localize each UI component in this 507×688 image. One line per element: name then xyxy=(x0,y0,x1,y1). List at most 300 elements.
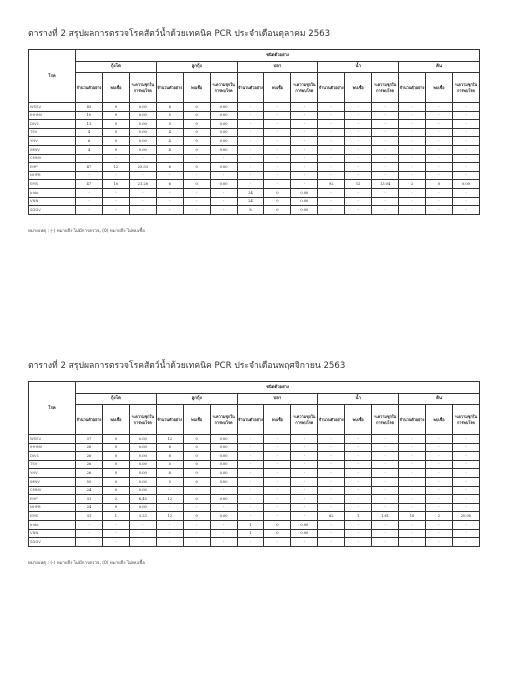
value-cell: - xyxy=(399,435,426,444)
value-cell: - xyxy=(318,145,345,154)
group-header: น้ำ xyxy=(318,62,399,73)
disease-cell: WSSV xyxy=(29,103,76,112)
table-row xyxy=(29,460,480,469)
value-cell: - xyxy=(399,145,426,154)
value-cell: 0 xyxy=(102,486,129,495)
sub-header: พบเชื้อ xyxy=(264,73,291,103)
sub-header: %ความชุกในการพบโรค xyxy=(210,73,237,103)
group-header: น้ำ xyxy=(318,394,399,405)
value-cell: - xyxy=(399,137,426,146)
disease-cell: NHPB xyxy=(29,503,76,512)
value-cell: 6 xyxy=(156,180,183,189)
value-cell: - xyxy=(452,111,479,120)
value-cell: - xyxy=(102,171,129,180)
table-row xyxy=(29,120,480,129)
value-cell: - xyxy=(345,477,372,486)
value-cell: - xyxy=(399,503,426,512)
value-cell: 0.00 xyxy=(129,137,156,146)
value-cell: - xyxy=(156,197,183,206)
disease-cell: WSSV xyxy=(29,435,76,444)
value-cell: - xyxy=(264,171,291,180)
value-cell: - xyxy=(425,206,452,215)
disease-cell: DIV1 xyxy=(29,452,76,461)
value-cell: 4 xyxy=(76,128,103,137)
value-cell: - xyxy=(210,486,237,495)
value-cell: - xyxy=(210,529,237,538)
value-cell: - xyxy=(318,163,345,172)
value-cell: - xyxy=(399,520,426,529)
value-cell: 0 xyxy=(183,103,210,112)
value-cell: 0 xyxy=(183,163,210,172)
value-cell: - xyxy=(102,206,129,215)
value-cell: 0.00 xyxy=(291,529,318,538)
value-cell: - xyxy=(425,163,452,172)
value-cell: - xyxy=(156,529,183,538)
value-cell: - xyxy=(452,128,479,137)
value-cell: - xyxy=(452,137,479,146)
value-cell: 0 xyxy=(183,120,210,129)
value-cell: - xyxy=(291,163,318,172)
value-cell: - xyxy=(399,486,426,495)
table-row xyxy=(29,111,480,120)
value-cell: 5 xyxy=(156,111,183,120)
disease-header: โรค xyxy=(29,382,76,435)
value-cell: 0 xyxy=(183,477,210,486)
group-header: กุ้งโต xyxy=(76,62,157,73)
value-cell: 1 xyxy=(237,529,264,538)
value-cell: - xyxy=(237,180,264,189)
value-cell: 4 xyxy=(76,145,103,154)
value-cell: 31 xyxy=(76,495,103,504)
value-cell: 0.00 xyxy=(291,520,318,529)
value-cell: - xyxy=(264,435,291,444)
value-cell: 3.23 xyxy=(129,512,156,521)
value-cell: - xyxy=(129,197,156,206)
value-cell: 8 xyxy=(156,103,183,112)
value-cell: - xyxy=(156,154,183,163)
value-cell: - xyxy=(425,103,452,112)
table-row xyxy=(29,495,480,504)
value-cell: 0 xyxy=(102,435,129,444)
sub-header: %ความชุกในการพบโรค xyxy=(129,73,156,103)
value-cell: - xyxy=(237,460,264,469)
value-cell: - xyxy=(399,188,426,197)
value-cell: - xyxy=(264,163,291,172)
disease-cell: NHPB xyxy=(29,171,76,180)
value-cell: - xyxy=(264,154,291,163)
value-cell: - xyxy=(372,460,399,469)
value-cell: - xyxy=(318,486,345,495)
value-cell: - xyxy=(129,538,156,547)
value-cell: - xyxy=(399,103,426,112)
value-cell: - xyxy=(76,538,103,547)
value-cell: 6 xyxy=(156,163,183,172)
table-row xyxy=(29,137,480,146)
sub-header: พบเชื้อ xyxy=(264,405,291,435)
value-cell: - xyxy=(102,529,129,538)
value-cell: - xyxy=(399,120,426,129)
value-cell: - xyxy=(425,120,452,129)
value-cell: 0 xyxy=(102,477,129,486)
value-cell: - xyxy=(372,128,399,137)
value-cell: - xyxy=(237,538,264,547)
value-cell: 20.00 xyxy=(452,512,479,521)
pcr-summary-table xyxy=(28,381,480,547)
value-cell: - xyxy=(345,443,372,452)
value-cell: - xyxy=(372,435,399,444)
value-cell: - xyxy=(425,128,452,137)
value-cell: - xyxy=(264,443,291,452)
sub-header: %ความชุกในการพบโรค xyxy=(210,405,237,435)
value-cell: 0 xyxy=(183,460,210,469)
value-cell: - xyxy=(237,486,264,495)
value-cell: - xyxy=(452,452,479,461)
disease-header: โรค xyxy=(29,50,76,103)
value-cell: - xyxy=(291,171,318,180)
value-cell: 0.00 xyxy=(129,486,156,495)
value-cell: 8 xyxy=(156,469,183,478)
value-cell: - xyxy=(183,503,210,512)
value-cell: 5 xyxy=(156,460,183,469)
value-cell: 0 xyxy=(183,145,210,154)
disease-cell: TSV xyxy=(29,460,76,469)
table-row xyxy=(29,145,480,154)
table-row xyxy=(29,538,480,547)
value-cell: 5 xyxy=(156,120,183,129)
value-cell: 0 xyxy=(183,452,210,461)
value-cell: - xyxy=(318,103,345,112)
value-cell: - xyxy=(399,477,426,486)
value-cell: - xyxy=(399,111,426,120)
value-cell: 12 xyxy=(156,495,183,504)
value-cell: - xyxy=(425,452,452,461)
value-cell: - xyxy=(210,171,237,180)
value-cell: - xyxy=(345,452,372,461)
value-cell: - xyxy=(183,486,210,495)
value-cell: - xyxy=(372,197,399,206)
value-cell: 0.00 xyxy=(210,163,237,172)
value-cell: - xyxy=(425,137,452,146)
disease-cell: Irido xyxy=(29,188,76,197)
value-cell: - xyxy=(425,538,452,547)
value-cell: 0.00 xyxy=(129,460,156,469)
value-cell: - xyxy=(237,512,264,521)
value-cell: - xyxy=(452,443,479,452)
value-cell: - xyxy=(318,529,345,538)
sub-header: พบเชื้อ xyxy=(425,405,452,435)
sub-header: %ความชุกในการพบโรค xyxy=(372,73,399,103)
value-cell: 26 xyxy=(76,452,103,461)
value-cell: 0.00 xyxy=(210,477,237,486)
value-cell: 0.00 xyxy=(210,435,237,444)
sub-header: จำนวนตัวอย่าง xyxy=(156,73,183,103)
value-cell: - xyxy=(291,145,318,154)
value-cell: 2 xyxy=(425,512,452,521)
value-cell: 0 xyxy=(102,120,129,129)
sub-header: จำนวนตัวอย่าง xyxy=(318,73,345,103)
value-cell: 0.00 xyxy=(129,477,156,486)
value-cell: - xyxy=(452,206,479,215)
value-cell: - xyxy=(76,154,103,163)
disease-cell: IMNV xyxy=(29,145,76,154)
value-cell: - xyxy=(264,128,291,137)
value-cell: 0.00 xyxy=(210,469,237,478)
value-cell: - xyxy=(345,120,372,129)
value-cell: - xyxy=(76,529,103,538)
value-cell: - xyxy=(425,486,452,495)
value-cell: 0.00 xyxy=(129,128,156,137)
value-cell: 0.00 xyxy=(129,435,156,444)
value-cell: - xyxy=(425,145,452,154)
value-cell: 6.45 xyxy=(129,495,156,504)
value-cell: - xyxy=(129,154,156,163)
disease-cell: CMNV xyxy=(29,154,76,163)
value-cell: 4 xyxy=(156,145,183,154)
sub-header: จำนวนตัวอย่าง xyxy=(237,73,264,103)
value-cell: - xyxy=(210,538,237,547)
value-cell: - xyxy=(452,154,479,163)
value-cell: 0.00 xyxy=(291,197,318,206)
sub-header: จำนวนตัวอย่าง xyxy=(76,405,103,435)
value-cell: - xyxy=(399,538,426,547)
value-cell: 0 xyxy=(264,197,291,206)
value-cell: - xyxy=(318,154,345,163)
sub-header: พบเชื้อ xyxy=(183,405,210,435)
table-row xyxy=(29,171,480,180)
value-cell: - xyxy=(425,197,452,206)
value-cell: 0 xyxy=(102,469,129,478)
value-cell: - xyxy=(452,171,479,180)
value-cell: - xyxy=(318,206,345,215)
value-cell: 10 xyxy=(76,111,103,120)
value-cell: 31 xyxy=(76,512,103,521)
value-cell: - xyxy=(291,180,318,189)
value-cell: - xyxy=(318,111,345,120)
value-cell: 50 xyxy=(76,477,103,486)
value-cell: - xyxy=(372,469,399,478)
value-cell: 13.04 xyxy=(372,180,399,189)
value-cell: 0 xyxy=(264,520,291,529)
value-cell: - xyxy=(345,171,372,180)
value-cell: 0.00 xyxy=(291,188,318,197)
value-cell: - xyxy=(291,137,318,146)
table-row xyxy=(29,163,480,172)
value-cell: 0.00 xyxy=(210,180,237,189)
table-row xyxy=(29,206,480,215)
sub-header: %ความชุกในการพบโรค xyxy=(291,73,318,103)
value-cell: 0.00 xyxy=(210,495,237,504)
value-cell: - xyxy=(183,154,210,163)
value-cell: - xyxy=(237,443,264,452)
value-cell: - xyxy=(425,460,452,469)
value-cell: - xyxy=(452,163,479,172)
value-cell: - xyxy=(76,197,103,206)
value-cell: - xyxy=(425,469,452,478)
value-cell: - xyxy=(291,103,318,112)
table-row xyxy=(29,103,480,112)
value-cell: 47 xyxy=(76,180,103,189)
value-cell: 0.00 xyxy=(210,120,237,129)
value-cell: - xyxy=(318,443,345,452)
sub-header: %ความชุกในการพบโรค xyxy=(291,405,318,435)
value-cell: 47 xyxy=(76,163,103,172)
disease-cell: CMNV xyxy=(29,486,76,495)
value-cell: 0 xyxy=(264,206,291,215)
value-cell: 0.00 xyxy=(210,137,237,146)
value-cell: - xyxy=(425,443,452,452)
value-cell: - xyxy=(264,469,291,478)
value-cell: - xyxy=(183,538,210,547)
value-cell: 0.00 xyxy=(210,452,237,461)
value-cell: 62 xyxy=(318,512,345,521)
value-cell: - xyxy=(318,503,345,512)
value-cell: 0 xyxy=(102,137,129,146)
value-cell: - xyxy=(345,197,372,206)
value-cell: - xyxy=(399,529,426,538)
value-cell: - xyxy=(345,188,372,197)
value-cell: - xyxy=(372,120,399,129)
sample-type-header: ชนิดตัวอย่าง xyxy=(76,382,480,394)
disease-cell: IMNV xyxy=(29,477,76,486)
value-cell: - xyxy=(399,197,426,206)
value-cell: - xyxy=(318,469,345,478)
value-cell: - xyxy=(156,206,183,215)
value-cell: - xyxy=(372,486,399,495)
value-cell: 0 xyxy=(102,443,129,452)
value-cell: - xyxy=(156,188,183,197)
disease-cell: VNN xyxy=(29,529,76,538)
value-cell: - xyxy=(210,197,237,206)
value-cell: 0 xyxy=(183,137,210,146)
value-cell: - xyxy=(345,538,372,547)
value-cell: - xyxy=(372,206,399,215)
value-cell: - xyxy=(210,188,237,197)
value-cell: - xyxy=(452,197,479,206)
value-cell: - xyxy=(264,180,291,189)
value-cell: - xyxy=(237,469,264,478)
value-cell: 0.00 xyxy=(210,460,237,469)
sub-header: พบเชื้อ xyxy=(102,73,129,103)
value-cell: - xyxy=(210,206,237,215)
value-cell: - xyxy=(372,538,399,547)
value-cell: 4 xyxy=(156,128,183,137)
value-cell: - xyxy=(452,460,479,469)
value-cell: 0 xyxy=(264,188,291,197)
value-cell: - xyxy=(318,477,345,486)
group-header: ปลา xyxy=(237,62,318,73)
sub-header: พบเชื้อ xyxy=(183,73,210,103)
sub-header: %ความชุกในการพบโรค xyxy=(452,405,479,435)
value-cell: - xyxy=(345,520,372,529)
value-cell: - xyxy=(291,512,318,521)
value-cell: - xyxy=(345,128,372,137)
value-cell: - xyxy=(372,495,399,504)
value-cell: 0.00 xyxy=(129,443,156,452)
value-cell: 2 xyxy=(399,180,426,189)
value-cell: 0 xyxy=(183,128,210,137)
value-cell: - xyxy=(318,120,345,129)
value-cell: - xyxy=(291,495,318,504)
value-cell: - xyxy=(129,188,156,197)
disease-cell: EMS xyxy=(29,512,76,521)
value-cell: 24 xyxy=(237,188,264,197)
value-cell: - xyxy=(399,128,426,137)
value-cell: 0 xyxy=(183,111,210,120)
value-cell: 24 xyxy=(237,197,264,206)
disease-cell: DIV1 xyxy=(29,120,76,129)
value-cell: - xyxy=(372,154,399,163)
value-cell: - xyxy=(399,154,426,163)
value-cell: - xyxy=(264,103,291,112)
value-cell: - xyxy=(291,154,318,163)
value-cell: - xyxy=(156,171,183,180)
value-cell: 1 xyxy=(102,512,129,521)
value-cell: - xyxy=(264,477,291,486)
value-cell: 0 xyxy=(425,180,452,189)
value-cell: - xyxy=(264,495,291,504)
value-cell: - xyxy=(102,154,129,163)
value-cell: - xyxy=(237,128,264,137)
value-cell: - xyxy=(237,145,264,154)
value-cell: - xyxy=(156,503,183,512)
table-row xyxy=(29,188,480,197)
value-cell: - xyxy=(183,197,210,206)
value-cell: 4 xyxy=(156,137,183,146)
value-cell: 0 xyxy=(102,128,129,137)
table-row xyxy=(29,435,480,444)
value-cell: - xyxy=(399,163,426,172)
table-body xyxy=(29,435,480,547)
value-cell: - xyxy=(237,120,264,129)
disease-cell: EMS xyxy=(29,180,76,189)
value-cell: - xyxy=(291,120,318,129)
value-cell: - xyxy=(102,538,129,547)
value-cell: 0.00 xyxy=(129,120,156,129)
value-cell: - xyxy=(183,520,210,529)
value-cell: 0.00 xyxy=(129,111,156,120)
value-cell: - xyxy=(425,477,452,486)
sub-header: จำนวนตัวอย่าง xyxy=(156,405,183,435)
value-cell: - xyxy=(76,206,103,215)
disease-cell: SDDV xyxy=(29,538,76,547)
value-cell: - xyxy=(372,137,399,146)
value-cell: 0.00 xyxy=(210,111,237,120)
disease-cell: TSV xyxy=(29,128,76,137)
table-row xyxy=(29,452,480,461)
value-cell: - xyxy=(399,206,426,215)
sub-header: %ความชุกในการพบโรค xyxy=(452,73,479,103)
value-cell: - xyxy=(318,520,345,529)
value-cell: - xyxy=(425,111,452,120)
value-cell: - xyxy=(345,435,372,444)
value-cell: - xyxy=(183,171,210,180)
table-row xyxy=(29,520,480,529)
value-cell: 1 xyxy=(237,520,264,529)
value-cell: 0 xyxy=(102,460,129,469)
value-cell: - xyxy=(264,503,291,512)
value-cell: 0 xyxy=(102,103,129,112)
value-cell: 10 xyxy=(399,512,426,521)
value-cell: - xyxy=(264,452,291,461)
value-cell: - xyxy=(345,529,372,538)
sub-header: จำนวนตัวอย่าง xyxy=(399,405,426,435)
value-cell: 10 xyxy=(102,180,129,189)
pcr-summary-table xyxy=(28,49,480,215)
value-cell: - xyxy=(291,443,318,452)
footnote: หมายเหตุ : (-) หมายถึง ไม่มีการตรวจ, (0) หมายถึง ไม่พบเชื้อ xyxy=(28,228,145,234)
value-cell: - xyxy=(399,460,426,469)
disease-cell: YHV xyxy=(29,137,76,146)
